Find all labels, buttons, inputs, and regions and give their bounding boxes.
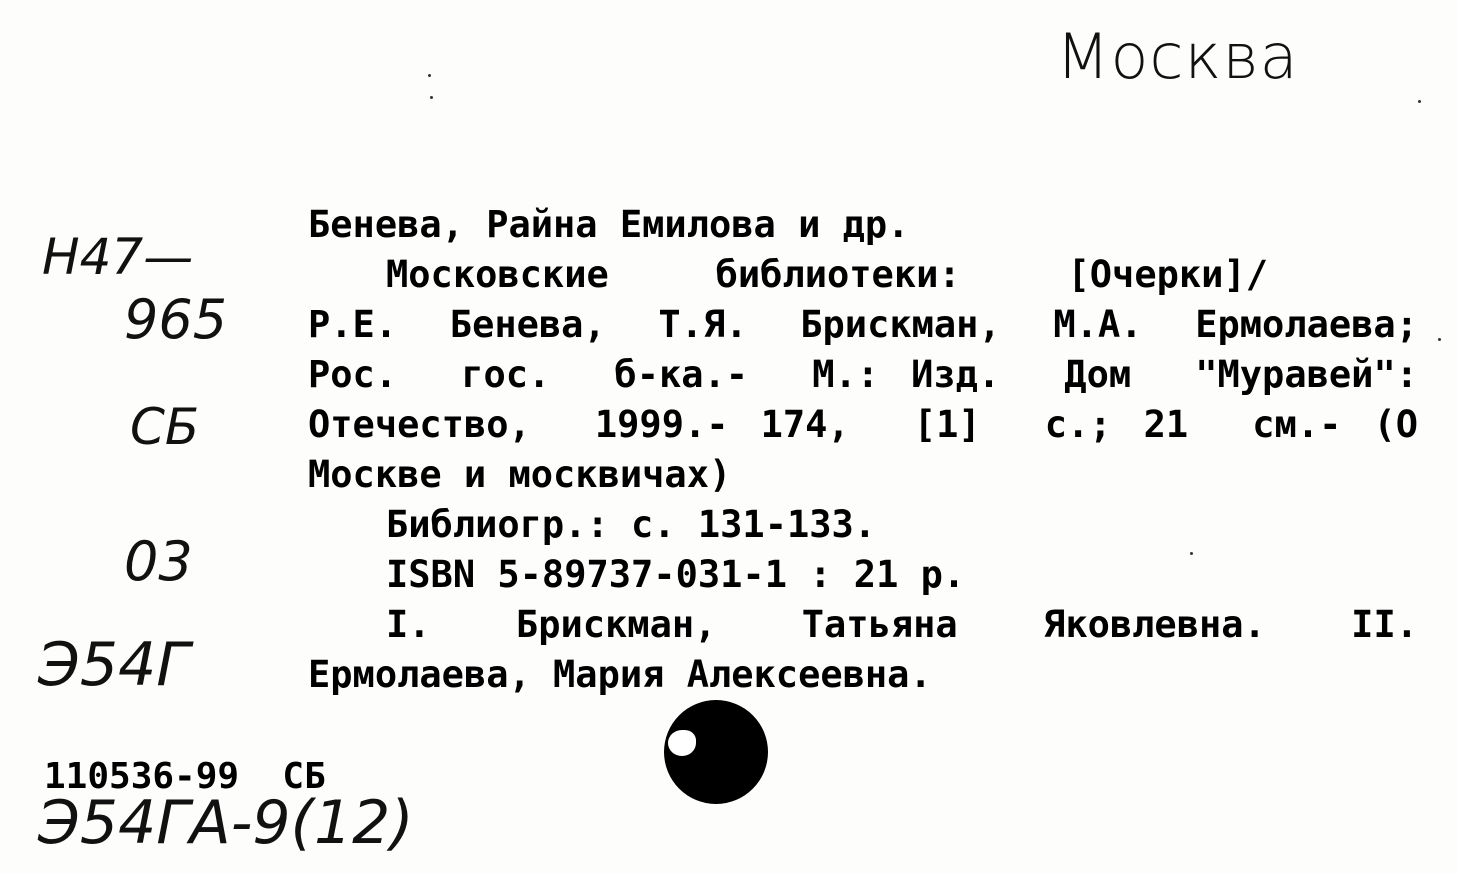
physical-description-line: Отечество, 1999.- 174, [1] с.; 21 см.- (О bbox=[308, 403, 1418, 446]
margin-note-author-mark: Э54Г bbox=[38, 630, 190, 700]
author-heading: Бенева, Райна Емилова и др. bbox=[308, 203, 910, 246]
scan-speck bbox=[1438, 338, 1441, 341]
city-handwritten-note: Москва bbox=[1056, 20, 1299, 93]
bibliography-note: Библиогр.: с. 131-133. bbox=[386, 503, 877, 546]
margin-note-call-number-1: Н47— bbox=[42, 228, 194, 286]
added-entries-line-2: Ермолаева, Мария Алексеевна. bbox=[308, 653, 932, 696]
title-line: Московские библиотеки: [Очерки]/ bbox=[386, 253, 1268, 296]
responsibility-line: Р.Е. Бенева, Т.Я. Брискман, М.А. Ермолаева; bbox=[308, 303, 1418, 346]
series-line: Москве и москвичах) bbox=[308, 453, 732, 496]
scan-speck bbox=[1190, 552, 1193, 555]
isbn-line: ISBN 5-89737-031-1 : 21 р. bbox=[386, 553, 966, 596]
scan-speck bbox=[428, 74, 431, 77]
margin-note-department: СБ bbox=[130, 398, 200, 456]
margin-note-code: 03 bbox=[124, 530, 193, 593]
publication-line: Рос. гос. б-ка.- М.: Изд. Дом "Муравей": bbox=[308, 353, 1418, 396]
scan-speck bbox=[1418, 100, 1421, 103]
catalog-number: 110536-99 СБ bbox=[44, 756, 326, 797]
added-entries-line-1: I. Брискман, Татьяна Яковлевна. II. bbox=[386, 603, 1418, 646]
punch-hole bbox=[664, 700, 768, 804]
margin-note-call-number-2: 965 bbox=[124, 288, 228, 351]
shelf-mark-handwritten: Э54ГА-9(12) bbox=[38, 788, 414, 858]
scan-speck bbox=[430, 96, 433, 99]
